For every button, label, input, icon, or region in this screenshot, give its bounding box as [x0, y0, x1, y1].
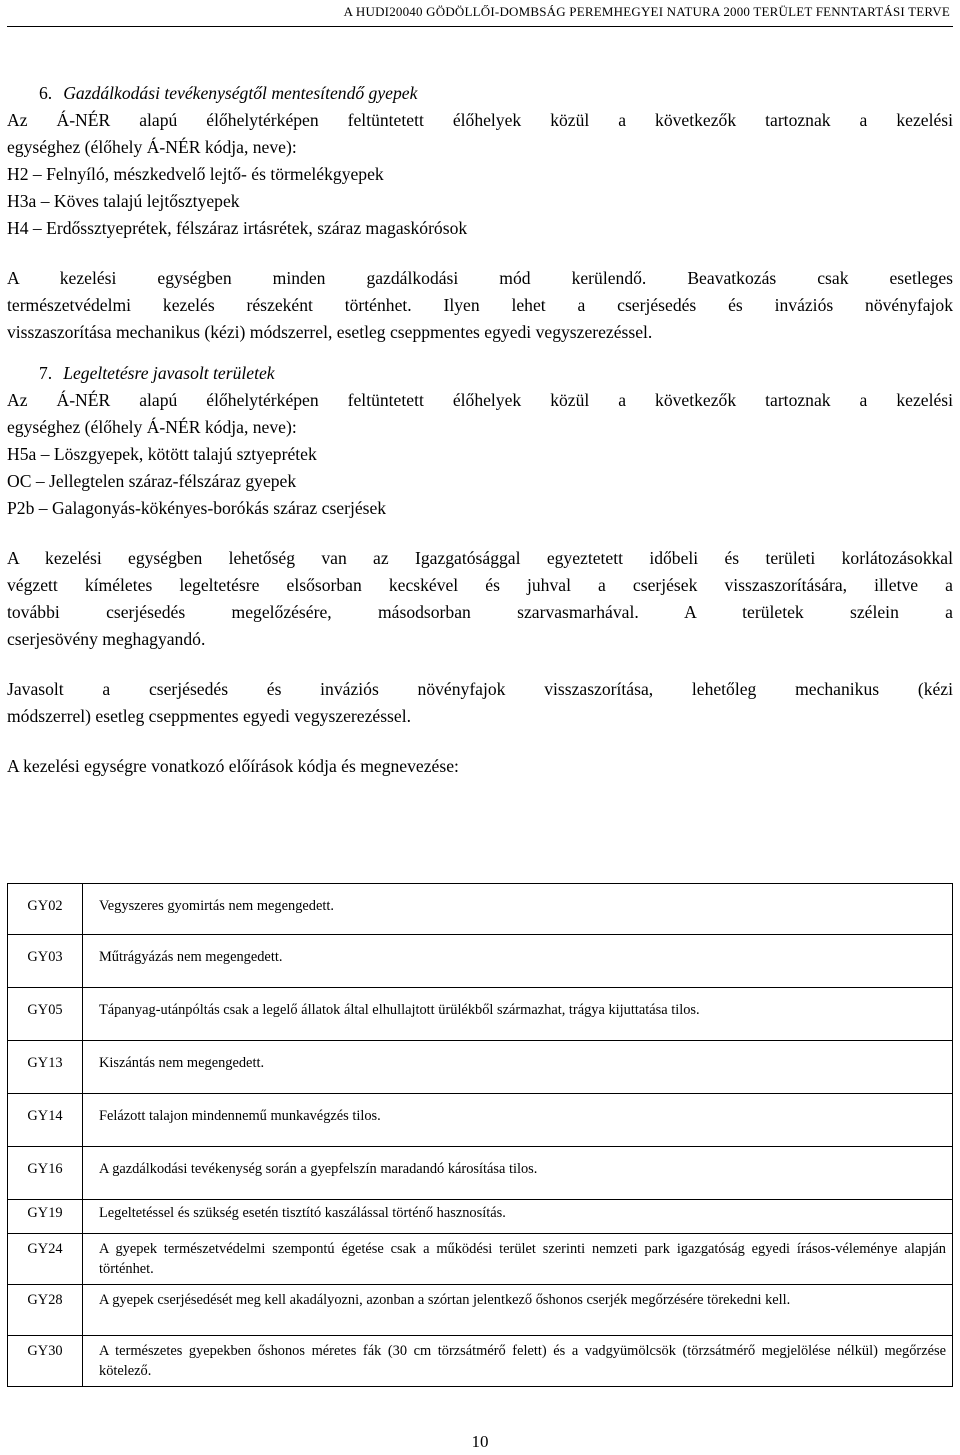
code-cell: GY05	[8, 988, 83, 1041]
description-cell: Műtrágyázás nem megengedett.	[83, 935, 953, 988]
table-row	[8, 1094, 953, 1147]
paragraph-line: A kezelési egységben minden gazdálkodási mód kerülendő. Beavatkozás csak esetleges	[7, 268, 953, 288]
header-rule	[7, 26, 953, 27]
paragraph-line: végzett kíméletes legeltetésre elsősorban kecskével és juhval a cserjések visszaszorítására, illetve a	[7, 575, 953, 595]
habitat-item: H4 – Erdőssztyeprétek, félszáraz irtásrétek, száraz magaskórósok	[7, 218, 468, 238]
habitat-item: H3a – Köves talajú lejtősztyepek	[7, 191, 240, 211]
habitat-item: OC – Jellegtelen száraz-félszáraz gyepek	[7, 471, 297, 491]
section-6-title	[7, 80, 953, 107]
description-cell: A gyepek természetvédelmi szempontú égetése csak a működési terület szerinti nemzeti park igazgatóság egyedi írásos-véleménye alapján történhet.	[83, 1234, 953, 1285]
table-row	[8, 1200, 953, 1234]
table-row	[8, 1336, 953, 1387]
paragraph-line: Az Á-NÉR alapú élőhelytérképen feltüntetett élőhelyek közül a következők tartoznak a kezelési	[7, 390, 953, 410]
paragraph-line: további cserjésedés megelőzésére, másodsorban szarvasmarhával. A területek szélein a	[7, 602, 953, 622]
table-row	[8, 935, 953, 988]
section-title-text: Legeltetésre javasolt területek	[63, 363, 275, 383]
paragraph-line: visszaszorítása mechanikus (kézi) módszerrel, esetleg cseppmentes egyedi vegyszerezéssel.	[7, 322, 653, 342]
page-number: 10	[471, 1432, 489, 1451]
table-row	[8, 1234, 953, 1285]
paragraph-line: Az Á-NÉR alapú élőhelytérképen feltüntetett élőhelyek közül a következők tartoznak a kezelési	[7, 110, 953, 130]
code-cell: GY28	[8, 1285, 83, 1336]
page-body	[7, 80, 953, 780]
code-cell: GY19	[8, 1200, 83, 1234]
paragraph-line: egységhez (élőhely Á-NÉR kódja, neve):	[7, 137, 297, 157]
paragraph-line: természetvédelmi kezelés részeként történhet. Ilyen lehet a cserjésedés és inváziós növényfajok	[7, 295, 953, 315]
code-cell: GY16	[8, 1147, 83, 1200]
section-title-text: Gazdálkodási tevékenységtől mentesítendő gyepek	[63, 83, 418, 103]
code-cell: GY13	[8, 1041, 83, 1094]
code-cell: GY14	[8, 1094, 83, 1147]
description-cell: A gyepek cserjésedését meg kell akadályozni, azonban a szórtan jelentkező őshonos cserjék megőrzésére törekedni kell.	[83, 1285, 953, 1336]
description-cell: A természetes gyepekben őshonos méretes fák (30 cm törzsátmérő felett) és a vadgyümölcsök (törzsátmérő megjelölése nélkül) megőrzése kötelező.	[83, 1336, 953, 1387]
section-7-title	[7, 360, 953, 387]
section-number: 6.	[39, 83, 53, 103]
codes-heading: A kezelési egységre vonatkozó előírások kódja és megnevezése:	[7, 756, 459, 776]
description-cell: Tápanyag-utánpóltás csak a legelő állatok által elhullajtott ürülékből származhat, trágya kijuttatása tilos.	[83, 988, 953, 1041]
code-cell: GY03	[8, 935, 83, 988]
code-cell: GY30	[8, 1336, 83, 1387]
paragraph-line: módszerrel) esetleg cseppmentes egyedi vegyszerezéssel.	[7, 706, 411, 726]
description-cell: Felázott talajon mindennemű munkavégzés tilos.	[83, 1094, 953, 1147]
habitat-item: P2b – Galagonyás-kökényes-borókás száraz cserjések	[7, 498, 387, 518]
running-header: A HUDI20040 GÖDÖLLŐI-DOMBSÁG PEREMHEGYEI NATURA 2000 TERÜLET FENNTARTÁSI TERVE	[343, 4, 950, 19]
table-row	[8, 1147, 953, 1200]
table-row	[8, 884, 953, 935]
code-cell: GY02	[8, 884, 83, 935]
habitat-item: H5a – Löszgyepek, kötött talajú sztyeprétek	[7, 444, 317, 464]
description-cell: A gazdálkodási tevékenység során a gyepfelszín maradandó károsítása tilos.	[83, 1147, 953, 1200]
description-cell: Legeltetéssel és szükség esetén tisztító kaszálással történő hasznosítás.	[83, 1200, 953, 1234]
table-row	[8, 988, 953, 1041]
paragraph-line: egységhez (élőhely Á-NÉR kódja, neve):	[7, 417, 297, 437]
paragraph-line: Javasolt a cserjésedés és inváziós növényfajok visszaszorítása, lehetőleg mechanikus (kézi	[7, 679, 953, 699]
description-cell: Kiszántás nem megengedett.	[83, 1041, 953, 1094]
description-cell: Vegyszeres gyomirtás nem megengedett.	[83, 884, 953, 935]
section-number: 7.	[39, 363, 53, 383]
paragraph-line: cserjesövény meghagyandó.	[7, 629, 206, 649]
habitat-item: H2 – Felnyíló, mészkedvelő lejtő- és törmelékgyepek	[7, 164, 384, 184]
regulations-table	[7, 883, 953, 1387]
table-row	[8, 1285, 953, 1336]
paragraph-line: A kezelési egységben lehetőség van az Igazgatósággal egyeztetett időbeli és területi korlátozásokkal	[7, 548, 953, 568]
table-row	[8, 1041, 953, 1094]
code-cell: GY24	[8, 1234, 83, 1285]
